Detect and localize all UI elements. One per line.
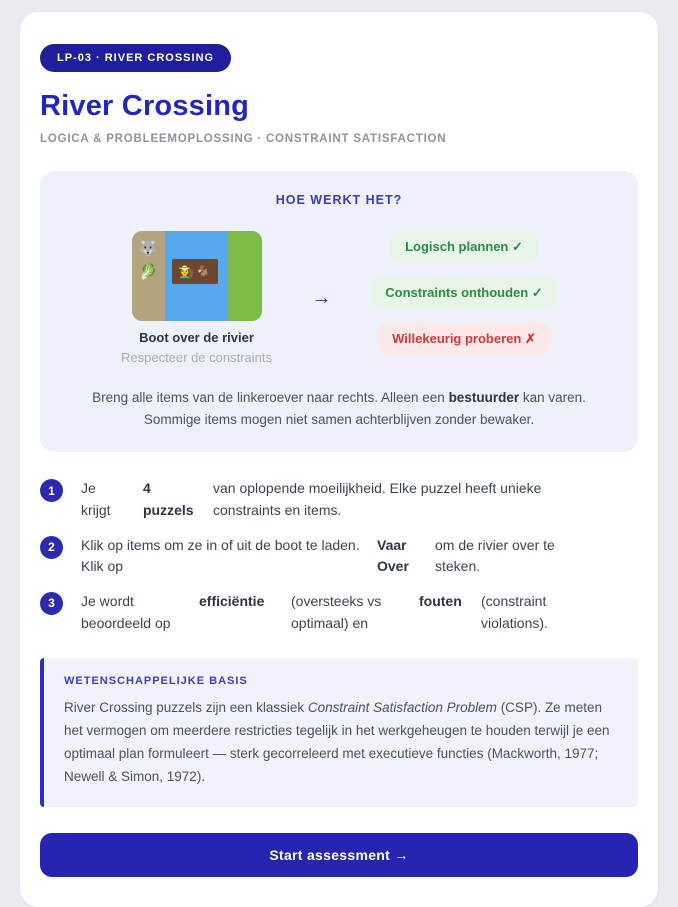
skill-chips [352,231,577,355]
step-number-badge: 2 [40,536,63,559]
step-text [81,591,569,634]
how-it-works-row [60,231,618,365]
farmer-emoji: 🧑‍🌾 [178,264,194,279]
boat [172,259,218,284]
step-segment-bold: efficiëntie [199,592,265,609]
chip-constraints-onthouden: Constraints onthouden ✓ [370,277,558,309]
panel-description-post: kan varen. Sommige items mogen niet samen achterblijven zonder bewaker. [143,390,586,427]
wolf-emoji: 🐺 [138,240,158,257]
step-segment-bold: 4 puzzels [143,480,194,518]
step-segment: (oversteeks vs optimaal) en [291,592,382,631]
chip-willekeurig-proberen: Willekeurig proberen ✗ [377,323,551,355]
step-item-2 [40,535,638,578]
step-item-1 [40,478,638,521]
step-number-badge: 1 [40,479,63,502]
scientific-basis-heading: WETENSCHAPPELIJKE BASIS [64,675,248,688]
assessment-code-badge: LP-03 · RIVER CROSSING [40,44,231,72]
left-bank [132,231,165,321]
page-subtitle: LOGICA & PROBLEEMOPLOSSING · CONSTRAINT SATISFACTION [40,133,447,145]
scene-caption: Boot over de rivier [139,330,254,345]
step-number-badge: 3 [40,592,63,615]
instruction-steps [40,478,638,634]
step-segment: om de rivier over te steken. [435,536,555,575]
step-segment: Klik op items om ze in of uit de boot te laden. Klik op [81,536,360,575]
page-title: River Crossing [40,90,250,122]
right-bank [227,231,262,321]
science-text-pre: River Crossing puzzels zijn een klassiek [64,700,308,716]
assessment-intro-card [20,12,658,907]
right-arrow-icon: → [311,287,332,309]
step-segment: (constraint violations). [481,592,548,631]
step-text [81,478,587,521]
goat-emoji: 🐐 [195,264,211,279]
how-it-works-panel [40,171,638,452]
scene-column [102,231,292,365]
step-segment-bold: fouten [419,592,462,609]
how-it-works-heading: HOE WERKT HET? [275,193,403,207]
step-segment: Je wordt beoordeeld op [81,592,171,631]
science-text-post: (CSP). Ze meten het vermogen om meerdere restricties tegelijk in het werkgeheugen te houden terwijl je een optimaal plan formuleert — sterk gecorreleerd met executieve functies (Mackworth, 1977; Newell & Simon, 1972). [64,700,610,785]
scientific-basis-text [64,697,618,789]
river-crossing-illustration [132,231,262,321]
lettuce-emoji: 🥬 [138,264,158,281]
scientific-basis-box [40,658,638,807]
scene-subcaption: Respecteer de constraints [120,350,273,365]
step-text [81,535,577,578]
step-segment: Je krijgt [81,480,111,518]
start-assessment-button[interactable]: Start assessment → [40,833,638,877]
science-text-italic: Constraint Satisfaction Problem [307,700,497,716]
step-item-3 [40,591,638,634]
step-segment-bold: Vaar Over [377,536,409,575]
panel-description-bold: bestuurder [448,390,520,405]
river [165,231,227,321]
step-segment: van oplopende moeilijkheid. Elke puzzel heeft unieke constraints en items. [213,480,542,518]
panel-description [67,387,612,430]
panel-description-pre: Breng alle items van de linkeroever naar rechts. Alleen een [92,390,449,405]
chip-logisch-plannen: Logisch plannen ✓ [390,231,538,263]
